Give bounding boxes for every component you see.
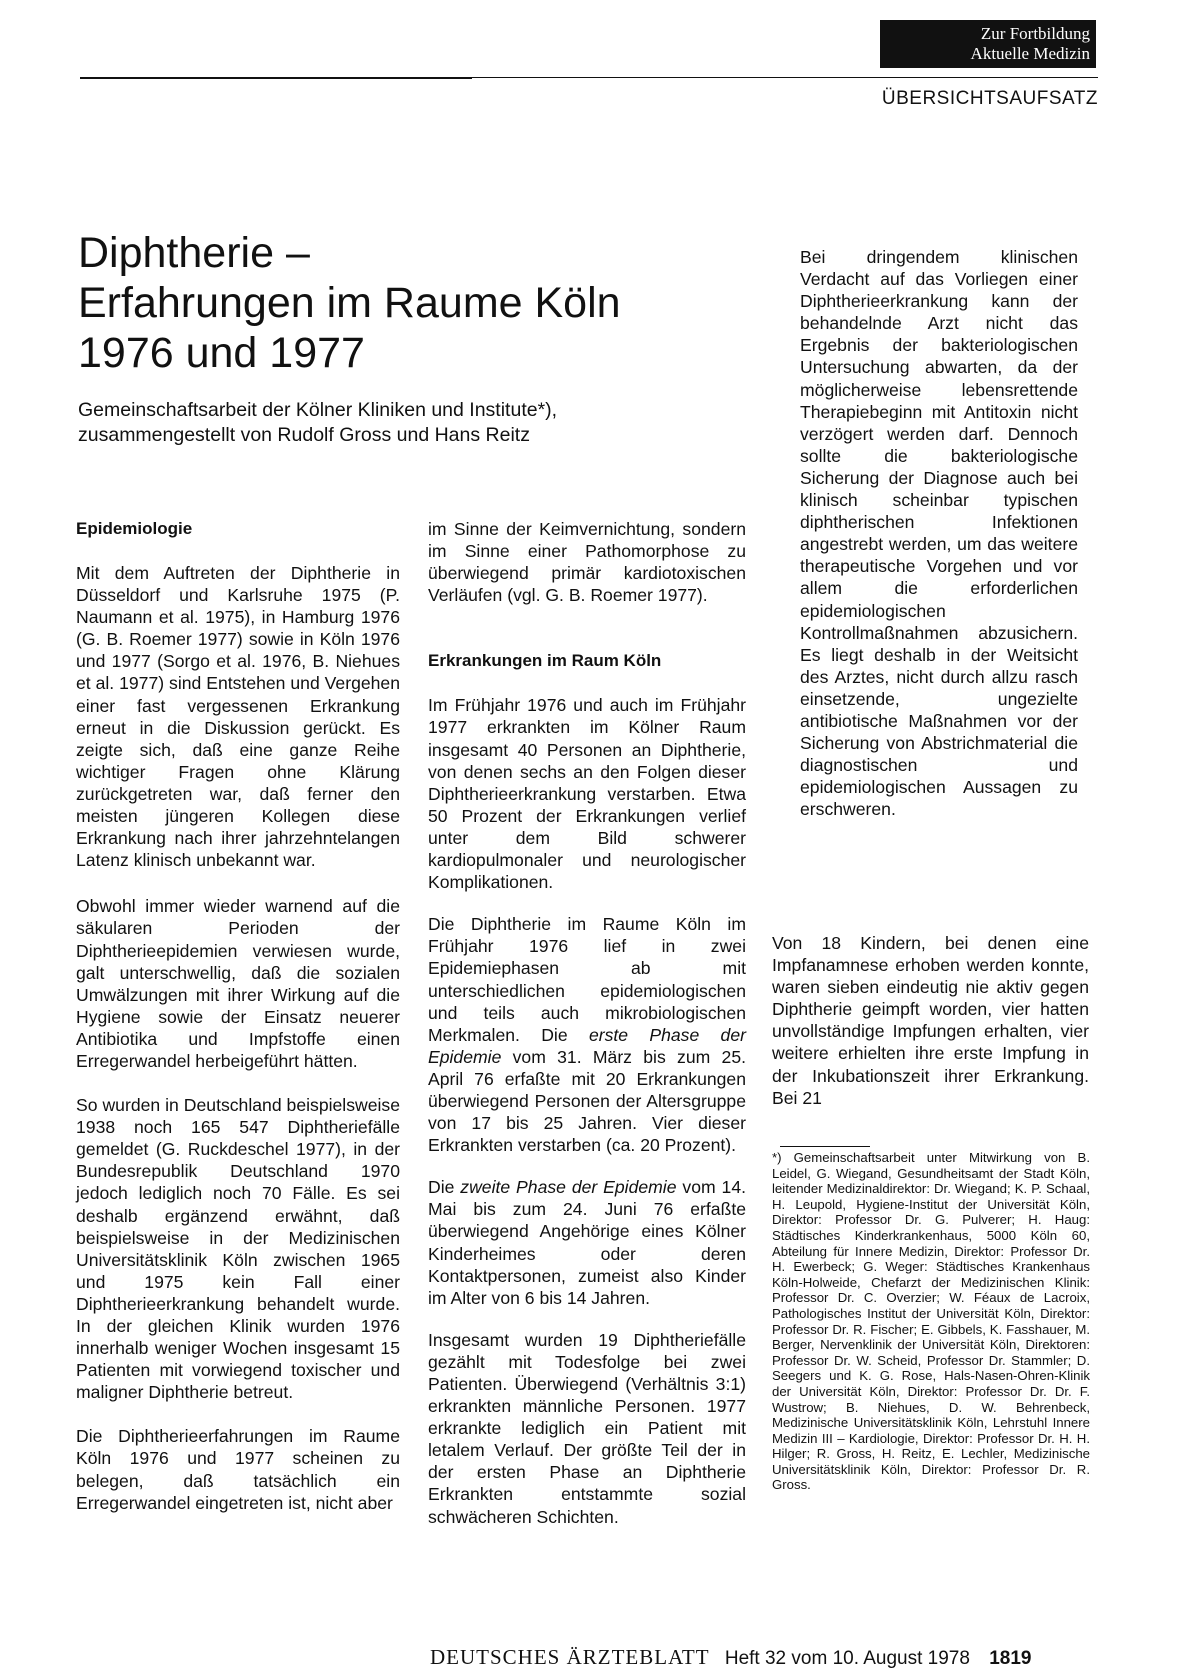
col2-p3-text-b: vom 31. März bis zum 25. April 76 erfaßte mit 20 Erkrankungen überwiegend Personen der Altersgruppe von 17 bis 25 Jahren. Vier dieser Erkrankten verstarben (ca. 20 Prozent). (428, 1046, 746, 1156)
col2-paragraph-3 (428, 913, 746, 1156)
issue-info: Heft 32 vom 10. August 1978 (724, 1648, 970, 1669)
header-rule (80, 77, 472, 79)
heading-erkrankungen: Erkrankungen im Raum Köln (428, 651, 662, 671)
column-3 (800, 246, 1078, 820)
page-number: 1819 (989, 1648, 1032, 1669)
col2-p3-emphasis: erste Phase der Epidemie (428, 1024, 746, 1067)
col2-paragraph-5: Insgesamt wurden 19 Diphtheriefälle gezählt mit Todesfolge bei zwei Patienten. Überwiegend (Verhältnis 3:1) erkrankten männliche Personen. 1977 erkrankte lediglich ein Patient mit letalem Verlauf. Der größte Teil der in der ersten Phase an Diphtherie Erkrankten entstammte sozial schwächeren Schichten. (428, 1329, 746, 1527)
col1-paragraph-4: Die Diphtherieerfahrungen im Raume Köln 1976 und 1977 scheinen zu belegen, daß tatsächlich ein Erregerwandel eingetreten ist, nicht aber (76, 1426, 400, 1513)
col2-p4-text-a: Die (428, 1177, 461, 1198)
footnote: *) Gemeinschaftsarbeit unter Mitwirkung von B. Leidel, G. Wiegand, Gesundheitsamt der Stadt Köln, leitender Medizinaldirektor: Dr. Wiegand; K. P. Schaal, H. Leupold, Hygiene-Institut der Universität Köln, Direktor: Professor Dr. G. Pulverer; H. Haug: Städtisches Kinderkrankenhaus, 5000 Köln 60, Abteilung für Innere Medizin, Direktor: Professor Dr. H. Ewerbeck; G. Weger: Städtisches Krankenhaus Köln-Holweide, Chefarzt der Medizinischen Klinik: Professor Dr. C. Overzier; W. Féaux de Lacroix, Pathologisches Institut der Universität Köln, Direktor: Professor Dr. R. Fischer; E. Gibbels, K. Fasshauer, M. Berger, Nervenklinik der Universität Köln, Direktoren: Professor Dr. W. Scheid, Professor Dr. Stammler; D. Seegers und K. G. Rose, Hals-Nasen-Ohren-Klinik der Universität Köln, Direktor: Professor Dr. Dr. F. Wustrow; B. Niehues, D. W. Behrenbeck, Medizinische Universitätsklinik Köln, Lehrstuhl Innere Medizin III – Kardiologie, Direktor: Professor Dr. H. H. Hilger; R. Gross, H. Reitz, E. Lechler, Medizinische Universitätsklinik Köln, Direktor: Professor Dr. R. Gross. (772, 1150, 1090, 1493)
subtitle-line-1: Gemeinschaftsarbeit der Kölner Kliniken und Institute*), (78, 399, 558, 421)
col1-paragraph-1: Mit dem Auftreten der Diphtherie in Düsseldorf und Karlsruhe 1975 (P. Naumann et al. 1975), in Hamburg 1976 (G. B. Roemer 1977) sowie in Köln 1976 und 1977 (Sorgo et al. 1976, B. Niehues et al. 1977) sind Entstehen und Vergehen einer fast vergessenen Erkrankung erneut in die Diskussion gerückt. Es zeigte sich, daß eine ganze Reihe wichtiger Fragen ohne Klärung zurückgetreten war, daß ferner den meisten jüngeren Kollegen diese Erkrankung nach ihrer jahrzehntelangen Latenz klinisch unbekannt war. (76, 563, 400, 871)
col2-paragraph-4 (428, 1176, 746, 1309)
col2-paragraph-2: Im Frühjahr 1976 und auch im Frühjahr 1977 erkrankten im Kölner Raum insgesamt 40 Personen an Diphtherie, von denen sechs an den Folgen dieser Diphtherieerkrankung verstarben. Etwa 50 Prozent der Erkrankungen verlief unter dem Bild schwerer kardiopulmonaler und neurologischer Komplikationen. (428, 695, 746, 893)
col4-paragraph-1: Von 18 Kindern, bei denen eine Impfanamnese erhoben werden konnte, waren sieben eindeutig nie aktiv gegen Diphtherie geimpft worden, vier hatten unvollständige Impfungen erhalten, vier weitere erhielten ihre erste Impfung in der Inkubationszeit ihrer Erkrankung. Bei 21 (772, 933, 1089, 1108)
title-line-2: Erfahrungen im Raume Köln (78, 279, 621, 327)
badge-line-2: Aktuelle Medizin (970, 44, 1090, 63)
col2-p4-emphasis: zweite Phase der Epidemie (460, 1177, 677, 1198)
subtitle-line-2: zusammengestellt von Rudolf Gross und Hans Reitz (78, 424, 530, 446)
column-1 (76, 518, 400, 1514)
footnote-rule (780, 1146, 870, 1147)
journal-name: DEUTSCHES ÄRZTEBLATT (430, 1645, 710, 1669)
column-2 (428, 518, 746, 1528)
col3-paragraph-1: Bei dringendem klinischen Verdacht auf das Vorliegen einer Diphtherieerkrankung kann der behandelnde Arzt nicht das Ergebnis der bakteriologischen Untersuchung abwarten, da der möglicherweise lebensrettende Therapiebeginn mit Antitoxin nicht verzögert werden darf. Dennoch sollte die bakteriologische Sicherung der Diagnose auch bei klinisch scheinbar typischen diphtherischen Infektionen angestrebt werden, um das weitere therapeutische Vorgehen und vor allem die erforderlichen epidemiologischen Kontrollmaßnahmen abzusichern. Es liegt deshalb in der Weitsicht des Arztes, nicht durch allzu rasch einsetzende, ungezielte antibiotische Maßnahmen vor der Sicherung von Abstrichmaterial die diagnostischen und epidemiologischen Aussagen zu erschweren. (800, 247, 1078, 820)
badge-line-1: Zur Fortbildung (980, 24, 1090, 43)
title-line-3: 1976 und 1977 (78, 329, 365, 377)
col2-paragraph-1: im Sinne der Keimvernichtung, sondern im Sinne einer Pathomorphose zu überwiegend primär kardiotoxischen Verläufen (vgl. G. B. Roemer 1977). (428, 519, 746, 606)
page-footer (430, 1645, 1090, 1670)
article-title (78, 228, 698, 378)
col1-paragraph-3: So wurden in Deutschland beispielsweise 1938 noch 165 547 Diphtheriefälle gemeldet (G. Ruckdeschel 1977), in der Bundesrepublik Deutschland 1970 jedoch lediglich noch 70 Fälle. Es sei deshalb ergänzend erwähnt, daß beispielsweise in der Medizinischen Universitätsklinik Köln zwischen 1965 und 1975 kein Fall einer Diphtherieerkrankung behandelt wurde. In der gleichen Klinik wurden 1976 innerhalb weniger Wochen insgesamt 15 Patienten mit vorwiegend toxischer und maligner Diphtherie betreut. (76, 1095, 400, 1403)
article-subtitle (78, 398, 698, 448)
header-rule-right (472, 77, 1098, 78)
column-4 (772, 932, 1089, 1109)
section-label: ÜBERSICHTSAUFSATZ (881, 88, 1098, 109)
col1-paragraph-2: Obwohl immer wieder warnend auf die säkularen Perioden der Diphtherieepidemien verwiesen wurde, galt unterschwellig, daß die sozialen Umwälzungen mit ihrer Wirkung auf die Hygiene sowie der Einsatz neuerer Antibiotika und Impfstoffe einen Erregerwandel herbeigeführt hätten. (76, 896, 400, 1071)
col2-p4-text-b: vom 14. Mai bis zum 24. Juni 76 erfaßte überwiegend Angehörige eines Kölner Kinderheimes oder deren Kontaktpersonen, zumeist also Kinder im Alter von 6 bis 14 Jahren. (428, 1177, 746, 1308)
heading-epidemiologie: Epidemiologie (76, 519, 193, 538)
category-badge (880, 20, 1096, 68)
title-line-1: Diphtherie – (78, 229, 310, 277)
col2-p3-text-a: Die Diphtherie im Raume Köln im Frühjahr 1976 lief in zwei Epidemiephasen ab mit unterschiedlichen epidemiologischen und teils auch mikrobiologischen Merkmalen. Die (428, 914, 746, 1045)
